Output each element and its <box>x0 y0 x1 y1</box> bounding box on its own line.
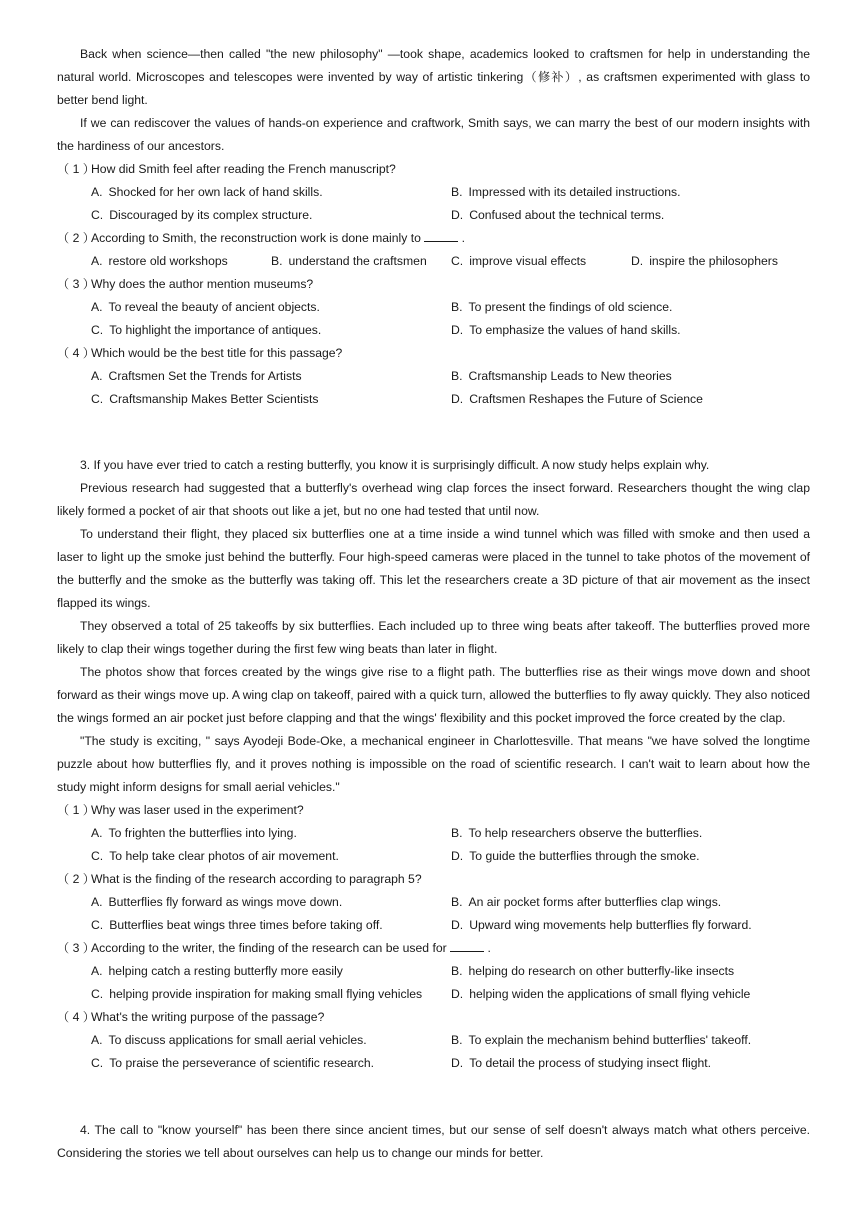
question-text: According to the writer, the finding of the research can be used for . <box>91 941 491 955</box>
question-2-1 <box>57 158 810 181</box>
section-spacer <box>57 411 810 454</box>
option-c[interactable]: C. Butterflies beat wings three times before taking off. <box>91 918 383 932</box>
option-row <box>57 204 810 227</box>
option-row <box>57 365 810 388</box>
option-a[interactable]: A. restore old workshops <box>91 254 228 268</box>
question-number: （ 3 ） <box>57 277 95 291</box>
question-number: （ 3 ） <box>57 941 95 955</box>
section-spacer <box>57 1075 810 1119</box>
option-d[interactable]: D. Craftsmen Reshapes the Future of Science <box>451 392 703 406</box>
question-3-2 <box>57 868 810 891</box>
answer-blank[interactable] <box>424 229 458 242</box>
option-d[interactable]: D. To guide the butterflies through the smoke. <box>451 849 700 863</box>
option-a[interactable]: A. Craftsmen Set the Trends for Artists <box>91 369 302 383</box>
paragraph: The photos show that forces created by the wings give rise to a flight path. The butterflies rise as their wings move down and shoot forward as their wings move up. A wing clap on takeoff, paired with a quick turn, allowed the butterflies to fly away quickly. They also noticed the wings formed an air pocket just before clapping and that the wings' flexibility and this pocket improved the force created by the clap. <box>57 665 810 725</box>
question-number: （ 1 ） <box>57 803 95 817</box>
paragraph: Back when science—then called "the new philosophy" —took shape, academics looked to craftsmen for help in understanding the natural world. Microscopes and telescopes were invented by way of artistic tinkering（修补）, as craftsmen experimented with glass to better bend light. <box>57 47 810 107</box>
option-b[interactable]: B. An air pocket forms after butterflies clap wings. <box>451 895 722 909</box>
question-number: （ 2 ） <box>57 231 95 245</box>
option-row <box>57 914 810 937</box>
paragraph: 4. The call to "know yourself" has been there since ancient times, but our sense of self doesn't always match what others perceive. Considering the stories we tell about ourselves can help us to change our minds for better. <box>57 1123 810 1160</box>
option-d[interactable]: D. Confused about the technical terms. <box>451 208 665 222</box>
paragraph: If we can rediscover the values of hands-on experience and craftwork, Smith says, we can marry the best of our modern insights with the hardiness of our ancestors. <box>57 116 810 153</box>
question-3-4 <box>57 1006 810 1029</box>
option-b[interactable]: B. To present the findings of old science. <box>451 300 673 314</box>
question-text: Why was laser used in the experiment? <box>91 803 304 817</box>
option-b[interactable]: B. helping do research on other butterfly-like insects <box>451 964 735 978</box>
question-2-2 <box>57 227 810 250</box>
option-row <box>57 1052 810 1075</box>
question-number: （ 4 ） <box>57 346 95 360</box>
option-b[interactable]: B. Impressed with its detailed instructions. <box>451 185 681 199</box>
paragraph: "The study is exciting, " says Ayodeji Bode-Oke, a mechanical engineer in Charlottesville. That means "we have solved the longtime puzzle about how butterflies fly, and it proves nothing is impossible on the road of scientific research. I can't wait to learn about how the study might inform designs for small aerial vehicles." <box>57 734 810 794</box>
question-text: Why does the author mention museums? <box>91 277 314 291</box>
answer-blank[interactable] <box>450 939 484 952</box>
option-d[interactable]: D. inspire the philosophers <box>631 254 778 268</box>
option-row <box>57 983 810 1006</box>
passage-3 <box>57 454 810 1075</box>
option-d[interactable]: D. Upward wing movements help butterflies fly forward. <box>451 918 752 932</box>
question-number: （ 1 ） <box>57 162 95 176</box>
option-row <box>57 181 810 204</box>
option-row <box>57 388 810 411</box>
paragraph: To understand their flight, they placed six butterflies one at a time inside a wind tunnel which was filled with smoke and then used a laser to light up the smoke just behind the butterfly. Four high-speed cameras were placed in the tunnel to take photos of the movement of the butterfly and the smoke as the butterfly was taking off. This let the researchers create a 3D picture of that air movement as the insect flapped its wings. <box>57 527 810 610</box>
option-b[interactable]: B. To explain the mechanism behind butterflies' takeoff. <box>451 1033 752 1047</box>
option-a[interactable]: A. To frighten the butterflies into lying. <box>91 826 297 840</box>
option-row <box>57 822 810 845</box>
option-c[interactable]: C. helping provide inspiration for making small flying vehicles <box>91 987 423 1001</box>
option-b[interactable]: B. To help researchers observe the butterflies. <box>451 826 703 840</box>
question-text: Which would be the best title for this passage? <box>91 346 343 360</box>
option-d[interactable]: D. To detail the process of studying insect flight. <box>451 1056 712 1070</box>
question-text: According to Smith, the reconstruction work is done mainly to . <box>91 231 466 245</box>
question-number: （ 4 ） <box>57 1010 95 1024</box>
question-text: What's the writing purpose of the passage? <box>91 1010 325 1024</box>
option-row <box>57 960 810 983</box>
option-c[interactable]: C. Craftsmanship Makes Better Scientists <box>91 392 319 406</box>
passage-4 <box>57 1119 810 1165</box>
paragraph: Previous research had suggested that a butterfly's overhead wing clap forces the insect forward. Researchers thought the wing clap likely formed a pocket of air that shoots out like a jet, but no one had tested that until now. <box>57 481 810 518</box>
question-text: What is the finding of the research according to paragraph 5? <box>91 872 422 886</box>
option-c[interactable]: C. Discouraged by its complex structure. <box>91 208 313 222</box>
option-row <box>57 250 810 273</box>
question-2-3 <box>57 273 810 296</box>
paragraph: 3. If you have ever tried to catch a resting butterfly, you know it is surprisingly difficult. A now study helps explain why. <box>80 458 710 472</box>
option-row <box>57 1029 810 1052</box>
option-d[interactable]: D. To emphasize the values of hand skills. <box>451 323 681 337</box>
option-c[interactable]: C. To highlight the importance of antiques. <box>91 323 322 337</box>
option-a[interactable]: A. Shocked for her own lack of hand skills. <box>91 185 323 199</box>
paragraph: They observed a total of 25 takeoffs by six butterflies. Each included up to three wing beats after takeoff. The butterflies proved more likely to clap their wings together during the first few wing beats than later in flight. <box>57 619 810 656</box>
option-a[interactable]: A. To discuss applications for small aerial vehicles. <box>91 1033 367 1047</box>
option-c[interactable]: C. To praise the perseverance of scientific research. <box>91 1056 375 1070</box>
option-a[interactable]: A. helping catch a resting butterfly more easily <box>91 964 343 978</box>
option-row <box>57 319 810 342</box>
option-c[interactable]: C. improve visual effects <box>451 254 587 268</box>
option-row <box>57 845 810 868</box>
question-3-3 <box>57 937 810 960</box>
option-b[interactable]: B. understand the craftsmen <box>271 254 427 268</box>
option-d[interactable]: D. helping widen the applications of small flying vehicle <box>451 987 751 1001</box>
passage-2 <box>57 43 810 411</box>
question-number: （ 2 ） <box>57 872 95 886</box>
option-row <box>57 891 810 914</box>
option-b[interactable]: B. Craftsmanship Leads to New theories <box>451 369 672 383</box>
option-a[interactable]: A. Butterflies fly forward as wings move down. <box>91 895 343 909</box>
option-c[interactable]: C. To help take clear photos of air movement. <box>91 849 339 863</box>
question-2-4 <box>57 342 810 365</box>
question-text: How did Smith feel after reading the French manuscript? <box>91 162 396 176</box>
question-3-1 <box>57 799 810 822</box>
option-a[interactable]: A. To reveal the beauty of ancient objects. <box>91 300 320 314</box>
option-row <box>57 296 810 319</box>
